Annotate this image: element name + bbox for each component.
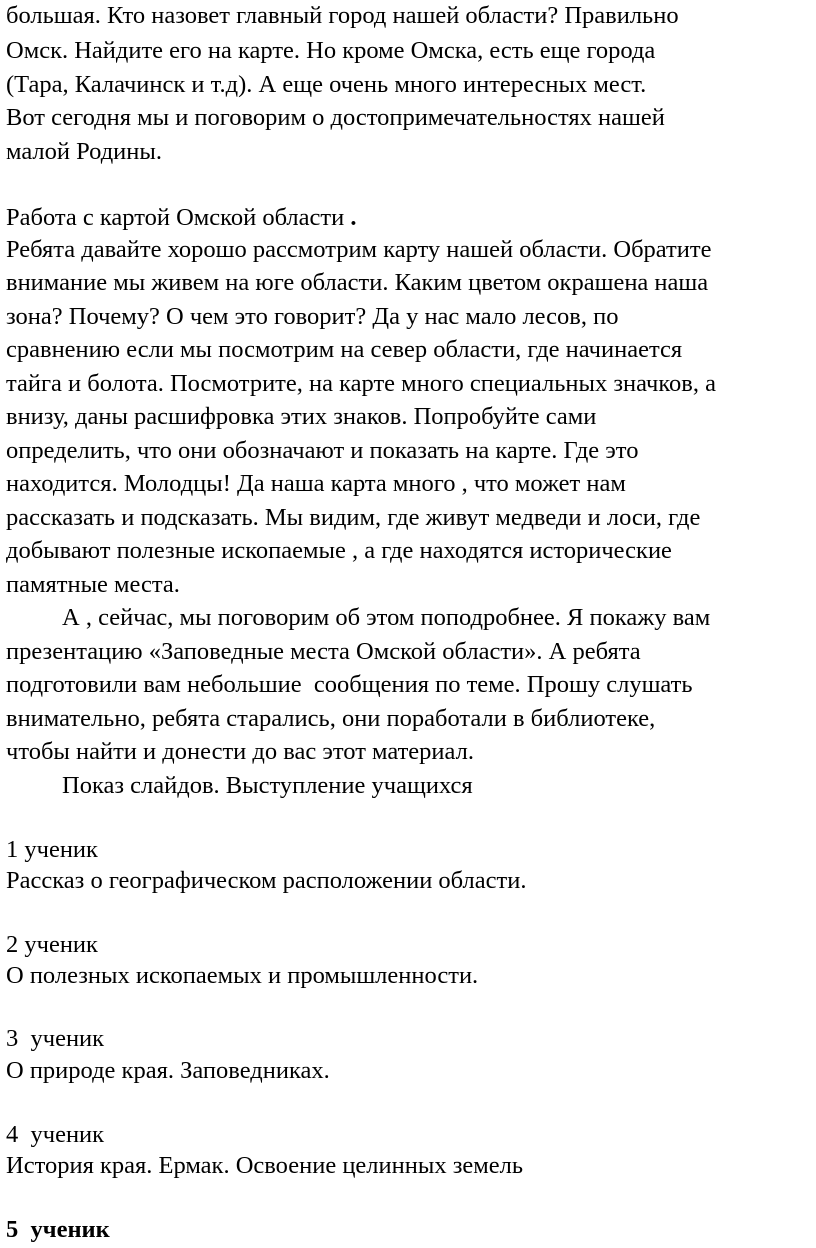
text-line: памятные места.	[6, 571, 180, 598]
text-line: чтобы найти и донести до вас этот материал.	[6, 738, 474, 765]
text-line: (Тара, Калачинск и т.д). А еще очень много интересных мест.	[6, 71, 647, 98]
student-label: 1 ученик	[6, 836, 98, 863]
text-line: тайга и болота. Посмотрите, на карте много специальных значков, а	[6, 370, 716, 397]
text-line: Ребята давайте хорошо рассмотрим карту нашей области. Обратите	[6, 236, 712, 263]
text-line: внизу, даны расшифровка этих знаков. Попробуйте сами	[6, 403, 597, 430]
student-topic: О полезных ископаемых и промышленности.	[6, 962, 479, 989]
text-line: Вот сегодня мы и поговорим о достопримечательностях нашей	[6, 104, 665, 131]
text-line: рассказать и подсказать. Мы видим, где живут медведи и лоси, где	[6, 504, 701, 531]
text-line: большая. Кто назовет главный город нашей области? Правильно	[6, 2, 679, 29]
text-line: Омск. Найдите его на карте. Но кроме Омска, есть еще города	[6, 37, 656, 64]
section-heading-map	[6, 203, 356, 233]
student-topic: Рассказ о географическом расположении области.	[6, 867, 527, 894]
text-line: внимательно, ребята старались, они поработали в библиотеке,	[6, 705, 656, 732]
text-line: презентацию «Заповедные места Омской области». А ребята	[6, 638, 641, 665]
heading-text: Работа с картой Омской области	[6, 204, 345, 231]
student-label: 5 ученик	[6, 1216, 110, 1243]
student-label: 2 ученик	[6, 931, 98, 958]
student-label: 3 ученик	[6, 1025, 105, 1052]
slides-line: Показ слайдов. Выступление учащихся	[62, 772, 473, 799]
text-line: А , сейчас, мы поговорим об этом поподробнее. Я покажу вам	[62, 604, 711, 631]
student-topic: О природе края. Заповедниках.	[6, 1057, 330, 1084]
text-line: находится. Молодцы! Да наша карта много , что может нам	[6, 470, 626, 497]
text-line: малой Родины.	[6, 138, 162, 165]
text-line: зона? Почему? О чем это говорит? Да у нас мало лесов, по	[6, 303, 619, 330]
text-line: определить, что они обозначают и показать на карте. Где это	[6, 437, 639, 464]
heading-period: .	[344, 204, 357, 231]
text-line: внимание мы живем на юге области. Каким цветом окрашена наша	[6, 269, 709, 296]
student-label: 4 ученик	[6, 1121, 105, 1148]
student-topic: История края. Ермак. Освоение целинных земель	[6, 1152, 524, 1179]
text-line: подготовили вам небольшие сообщения по теме. Прошу слушать	[6, 671, 693, 698]
text-line: добывают полезные ископаемые , а где находятся исторические	[6, 537, 672, 564]
text-line: сравнению если мы посмотрим на север области, где начинается	[6, 336, 683, 363]
